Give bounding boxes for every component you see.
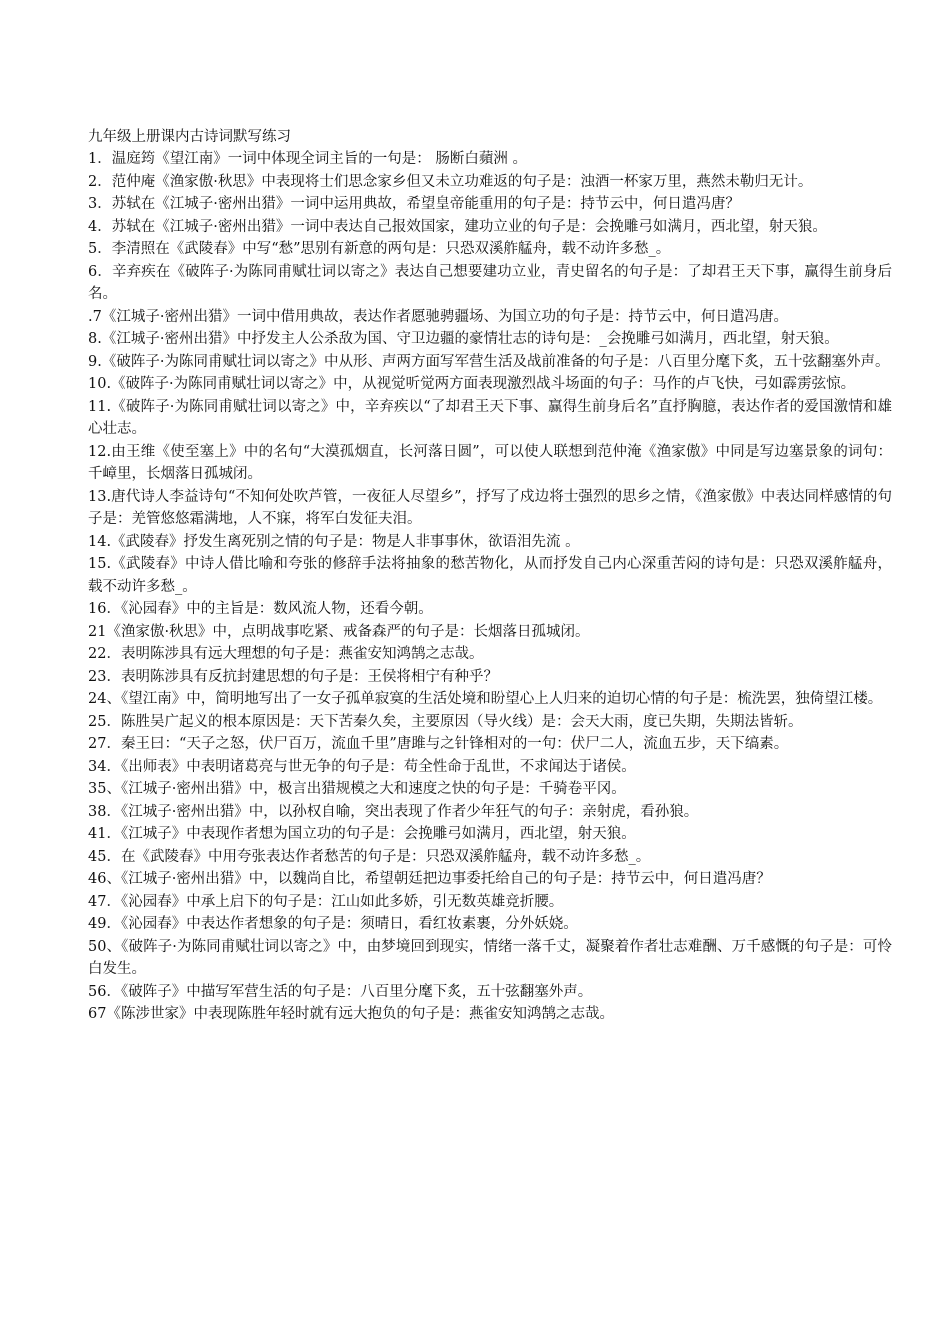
question-item: 12.由王维《使至塞上》中的名句“大漠孤烟直，长河落日圆”，可以使人联想到范仲淹《渔家傲》中同是写边塞景象的词句：千嶂里，长烟落日孤城闭。 bbox=[88, 443, 892, 482]
question-item: 21《渔家傲·秋思》中，点明战事吃紧、戒备森严的句子是：长烟落日孤城闭。 bbox=[88, 623, 590, 640]
question-item: 2．范仲庵《渔家傲·秋思》中表现将士们思念家乡但又未立功难返的句子是：浊酒一杯家万里，燕然未勒归无计。 bbox=[88, 173, 813, 190]
question-item: 3．苏轼在《江城子·密州出猎》一词中运用典故，希望皇帝能重用的句子是：持节云中，何日遣冯唐？ bbox=[88, 196, 740, 212]
question-item: .7《江城子·密州出猎》一词中借用典故，表达作者愿驰骋疆场、为国立功的句子是：持节云中，何日遣冯唐。 bbox=[88, 308, 788, 325]
question-item: 5．李清照在《武陵春》中写“愁”思别有新意的两句是：只恐双溪舴艋舟，载不动许多愁_。 bbox=[88, 241, 671, 257]
document-title: 九年级上册课内古诗词默写练习 bbox=[88, 129, 291, 145]
question-item: 1．温庭筠《望江南》一词中体现全词主旨的一句是： 肠断白蘋洲 。 bbox=[88, 151, 527, 167]
question-item: 4．苏轼在《江城子·密州出猎》一词中表达自己报效国家，建功立业的句子是：会挽雕弓如满月，西北望，射天狼。 bbox=[88, 218, 827, 235]
question-item: 15.《武陵春》中诗人借比喻和夸张的修辞手法将抽象的愁苦物化，从而抒发自己内心深重苦闷的诗句是：只恐双溪舴艋舟，载不动许多愁_。 bbox=[88, 556, 892, 595]
question-item: 16．《沁园春》中的主旨是：数风流人物，还看今朝。 bbox=[88, 601, 433, 617]
question-item: 45．在《武陵春》中用夸张表达作者愁苦的句子是：只恐双溪舴艋舟，载不动许多愁_。 bbox=[88, 848, 651, 865]
question-item: 46、《江城子·密州出猎》中，以魏尚自比，希望朝廷把边事委托给自己的句子是：持节云中，何日遣冯唐？ bbox=[88, 871, 771, 887]
question-item: 38．《江城子·密州出猎》中，以孙权自喻，突出表现了作者少年狂气的句子：亲射虎，看孙狼。 bbox=[88, 803, 699, 820]
question-item: 23．表明陈涉具有反抗封建思想的句子是：王侯将相宁有种乎？ bbox=[88, 668, 498, 685]
question-item: 27．秦王曰：“天子之怒，伏尸百万，流血千里”唐雎与之针锋相对的一句：伏尸二人，流血五步，天下缟素。 bbox=[88, 736, 789, 752]
question-item: 56．《破阵子》中描写军营生活的句子是：八百里分麾下炙，五十弦翻塞外声。 bbox=[88, 983, 593, 1000]
question-item: 14.《武陵春》抒发生离死别之情的句子是：物是人非事事休，欲语泪先流 。 bbox=[88, 533, 580, 550]
question-item: 41．《江城子》中表现作者想为国立功的句子是：会挽雕弓如满月，西北望，射天狼。 bbox=[88, 826, 636, 842]
question-item: 47．《沁园春》中承上启下的句子是：江山如此多娇，引无数英雄竞折腰。 bbox=[88, 893, 564, 910]
question-item: 34．《出师表》中表明诸葛亮与世无争的句子是：苟全性命于乱世，不求闻达于诸侯。 bbox=[88, 758, 636, 775]
question-item: 8.《江城子·密州出猎》中抒发主人公杀敌为国、守卫边疆的豪情壮志的诗句是：_会挽雕弓如满月，西北望，射天狼。 bbox=[88, 331, 839, 347]
question-item: 67《陈涉世家》中表现陈胜年轻时就有远大抱负的句子是：燕雀安知鸿鹄之志哉。 bbox=[88, 1006, 614, 1022]
question-item: 24、《望江南》中，简明地写出了一女子孤单寂寞的生活处境和盼望心上人归来的迫切心情的句子是：梳洗罢，独倚望江楼。 bbox=[88, 691, 883, 707]
question-item: 11.《破阵子·为陈同甫赋壮词以寄之》中，辛弃疾以“了却君王天下事、赢得生前身后名”直抒胸臆，表达作者的爱国激情和雄心壮志。 bbox=[88, 398, 892, 437]
question-item: 25．陈胜吴广起义的根本原因是：天下苦秦久矣，主要原因（导火线）是：会天大雨，度已失期，失期法皆斩。 bbox=[88, 713, 803, 730]
question-item: 10.《破阵子·为陈同甫赋壮词以寄之》中，从视觉听觉两方面表现激烈战斗场面的句子：马作的卢飞快，弓如霹雳弦惊。 bbox=[88, 376, 856, 392]
document-page bbox=[88, 126, 892, 1026]
question-item: 6．辛弃疾在《破阵子·为陈同甫赋壮词以寄之》表达自己想要建功立业，青史留名的句子是：了却君王天下事，赢得生前身后名。 bbox=[88, 263, 892, 302]
question-item: 50、《破阵子·为陈同甫赋壮词以寄之》中，由梦境回到现实，情绪一落千丈，凝聚着作者壮志难酬、万千感慨的句子是：可怜白发生。 bbox=[88, 938, 892, 977]
question-item: 13.唐代诗人李益诗句“不知何处吹芦管，一夜征人尽望乡”，抒写了戍边将士强烈的思乡之情，《渔家傲》中表达同样感情的句子是：羌管悠悠霜满地，人不寐，将军白发征夫泪。 bbox=[88, 488, 892, 527]
question-item: 49．《沁园春》中表达作者想象的句子是：须晴日，看红妆素裹，分外妖娆。 bbox=[88, 916, 578, 932]
question-item: 22．表明陈涉具有远大理想的句子是：燕雀安知鸿鹄之志哉。 bbox=[88, 646, 484, 662]
question-list bbox=[88, 148, 892, 1026]
question-item: 35、《江城子·密州出猎》中，极言出猎规模之大和速度之快的句子是：千骑卷平冈。 bbox=[88, 781, 626, 797]
question-item: 9.《破阵子·为陈同甫赋壮词以寄之》中从形、声两方面写军营生活及战前准备的句子是：八百里分麾下炙，五十弦翻塞外声。 bbox=[88, 353, 890, 370]
